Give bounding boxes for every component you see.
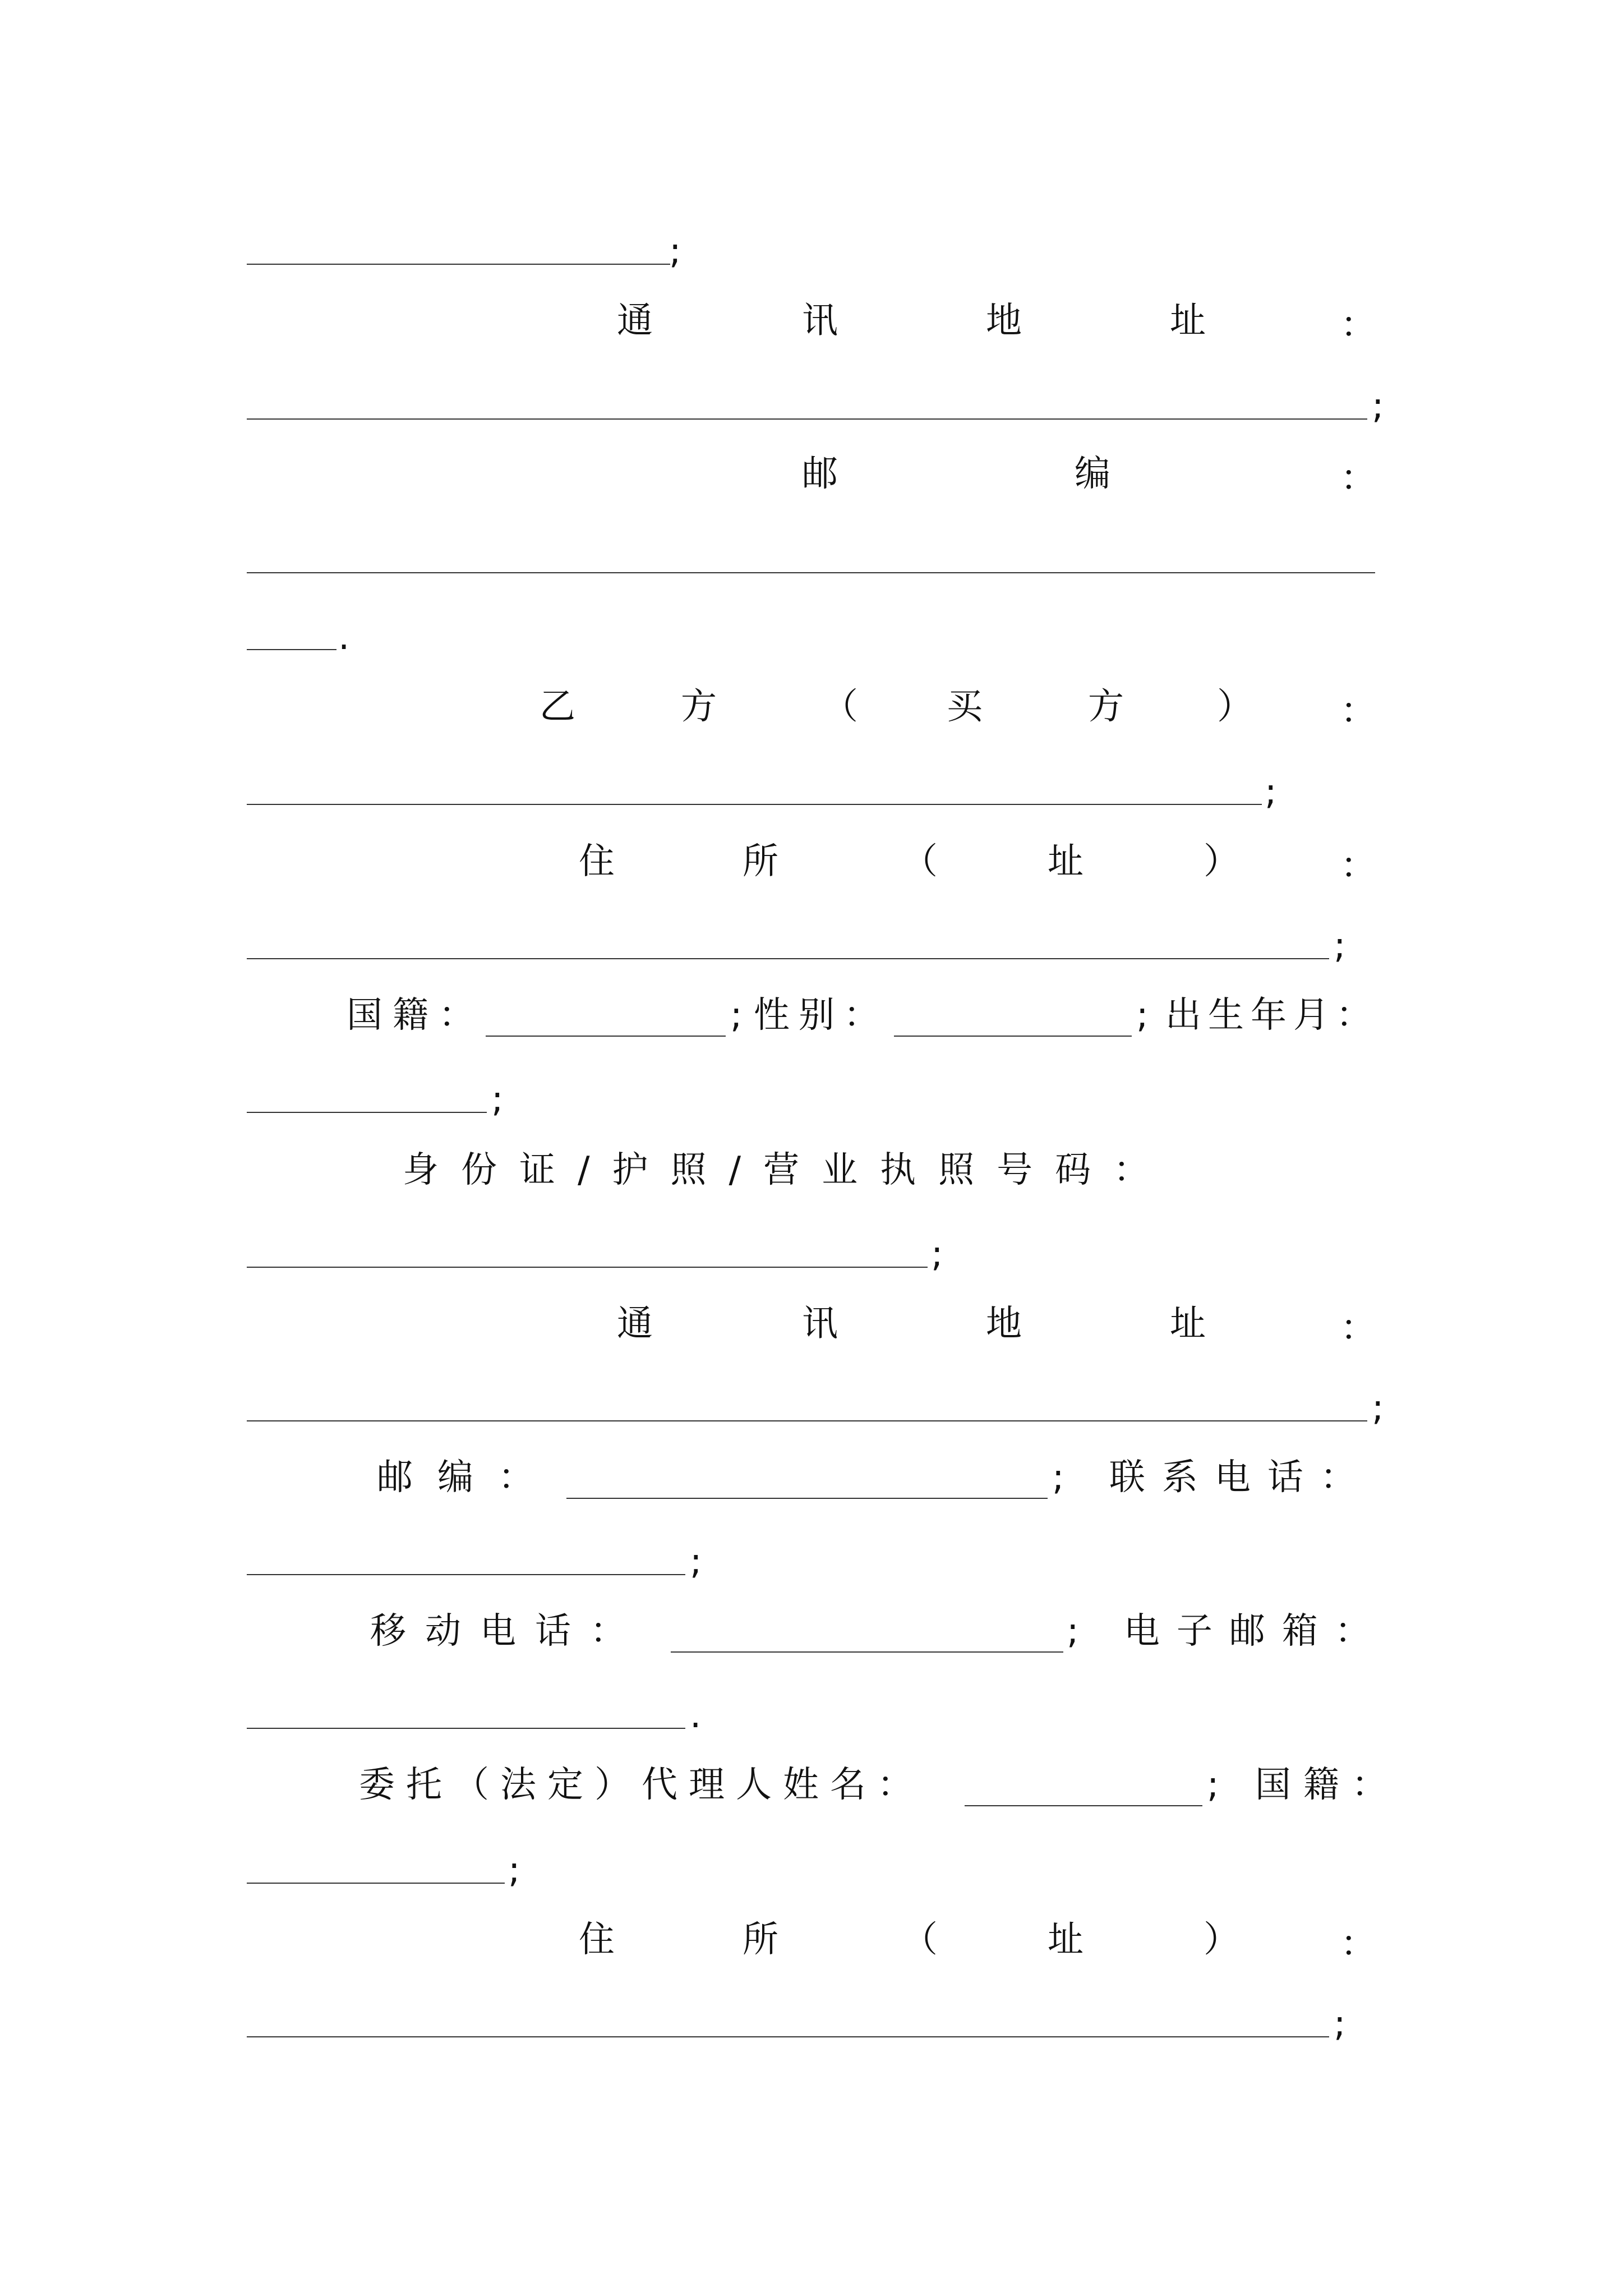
id-number-label: 身份证/护照/营业执照号码： (403, 1149, 1172, 1191)
punctuation: . (690, 1695, 702, 1736)
label-char: 址 (1048, 841, 1083, 882)
birth-field[interactable] (247, 1112, 487, 1113)
label-char: （ (902, 841, 938, 882)
label-char: 住 (579, 841, 615, 882)
label-char: 址 (1170, 1303, 1206, 1345)
fill-blank[interactable] (247, 572, 1375, 573)
colon: ： (1340, 458, 1376, 499)
email-field[interactable] (247, 1728, 685, 1729)
fill-blank[interactable] (247, 649, 336, 650)
punctuation: ; (1334, 925, 1346, 967)
label-char: ） (1204, 841, 1239, 882)
postcode-field[interactable] (566, 1498, 1048, 1499)
label-char: 讯 (802, 300, 838, 342)
label-char: 方 (1088, 686, 1124, 728)
label-char: ） (1217, 686, 1253, 728)
punctuation: ; (1136, 995, 1149, 1036)
label-char: 地 (986, 1303, 1022, 1345)
label-char: 讯 (802, 1303, 838, 1345)
punctuation: ; (1334, 2003, 1346, 2045)
punctuation: ; (508, 1849, 520, 1891)
gender-label: 性别： (754, 995, 888, 1036)
label-char: 址 (1170, 300, 1206, 342)
label-char: ） (1204, 1919, 1239, 1961)
email-label: ; 电子邮箱： (1067, 1611, 1387, 1652)
punctuation: ; (669, 231, 681, 272)
label-char: 所 (743, 1919, 778, 1961)
label-char: 地 (986, 300, 1022, 342)
colon: ： (1340, 1308, 1376, 1349)
label-char: 通 (617, 1303, 653, 1345)
label-char: 所 (743, 841, 778, 882)
fill-blank[interactable] (247, 264, 670, 265)
label-char: 编 (1075, 453, 1110, 495)
punctuation: ; (931, 1234, 943, 1275)
agent-nationality-label: ; 国籍： (1207, 1764, 1400, 1806)
birth-label: 出生年月： (1165, 995, 1378, 1036)
phone-label: ; 联系电话： (1052, 1457, 1373, 1498)
mobile-field[interactable] (671, 1651, 1063, 1653)
nationality-field[interactable] (486, 1036, 726, 1037)
fill-blank[interactable] (247, 1420, 1367, 1421)
punctuation: ; (1372, 1387, 1384, 1429)
punctuation: ; (730, 995, 743, 1036)
fill-blank[interactable] (247, 418, 1367, 420)
postcode-label: 邮编： (377, 1457, 559, 1498)
agent-name-label: 委托（法定）代理人姓名： (359, 1764, 924, 1806)
label-char: （ (822, 686, 858, 728)
label-char: 住 (579, 1919, 615, 1961)
gender-field[interactable] (894, 1036, 1132, 1037)
fill-blank[interactable] (247, 958, 1329, 959)
punctuation: ; (1372, 385, 1384, 427)
label-char: 邮 (802, 453, 838, 495)
mobile-label: 移动电话： (370, 1611, 645, 1652)
punctuation: ; (1265, 771, 1277, 813)
label-char: （ (902, 1919, 938, 1961)
punctuation: ; (690, 1541, 702, 1582)
punctuation: . (338, 616, 350, 658)
label-char: 址 (1048, 1919, 1083, 1961)
label-char: 通 (617, 300, 653, 342)
label-char: 方 (681, 686, 717, 728)
phone-field[interactable] (247, 1574, 685, 1575)
agent-name-field[interactable] (965, 1805, 1202, 1806)
fill-blank[interactable] (247, 2036, 1329, 2037)
colon: ： (1340, 305, 1376, 346)
fill-blank[interactable] (247, 804, 1262, 805)
colon: ： (1340, 845, 1376, 887)
punctuation: ; (491, 1079, 504, 1120)
id-number-field[interactable] (247, 1267, 928, 1268)
colon: ： (1340, 1924, 1376, 1965)
colon: ： (1340, 691, 1376, 732)
label-char: 乙 (540, 686, 575, 728)
agent-nationality-field[interactable] (247, 1883, 505, 1884)
label-char: 买 (947, 686, 983, 728)
nationality-label: 国籍： (347, 995, 485, 1036)
